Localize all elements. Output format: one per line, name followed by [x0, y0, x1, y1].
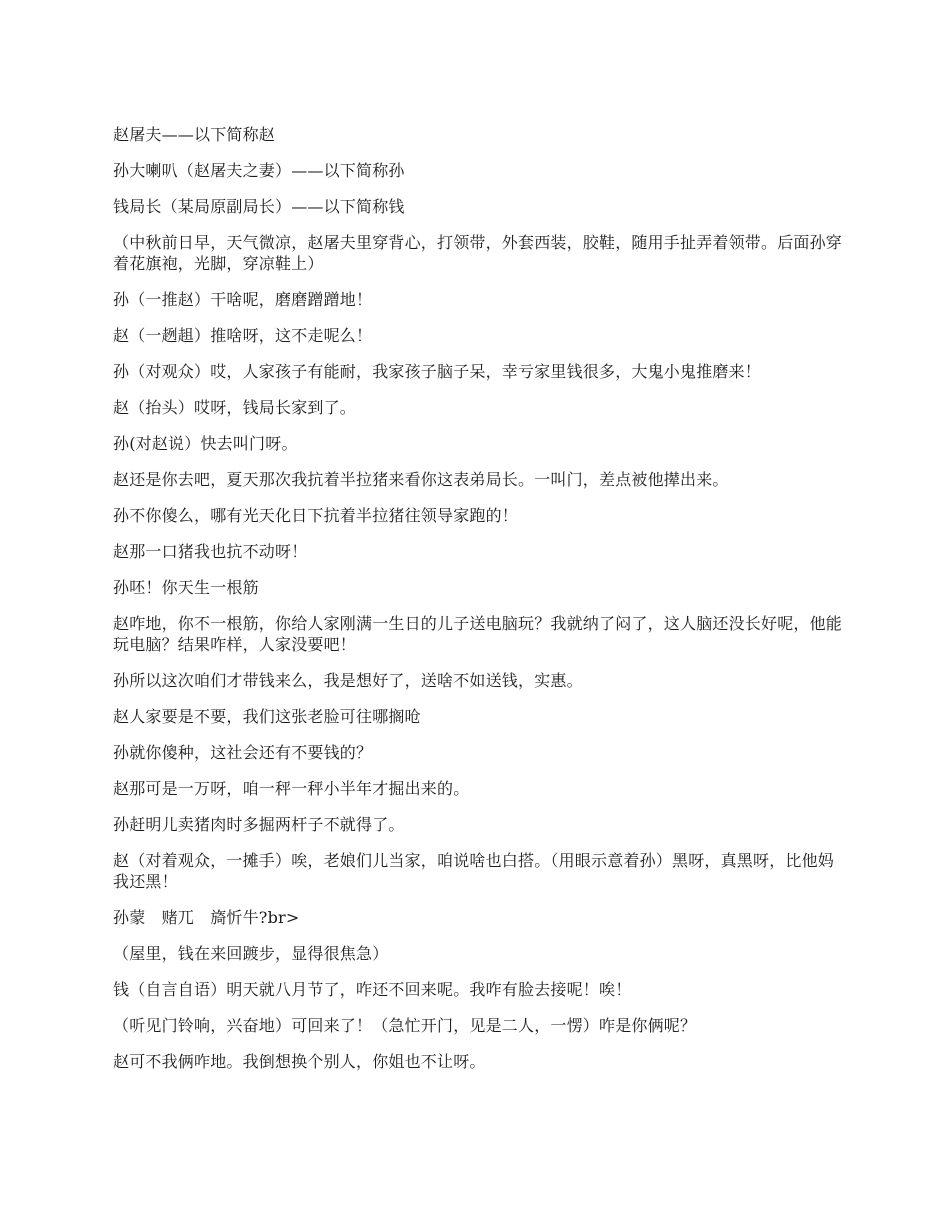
dialogue-line: 孙不你傻么，哪有光天化日下抗着半拉猪往领导家跑的！: [113, 506, 519, 525]
dialogue-line: 赵人家要是不要，我们这张老脸可往哪搁呛: [113, 707, 421, 726]
stage-direction: （中秋前日早，天气微凉，赵屠夫里穿背心，打领带，外套西装，胶鞋，随用手扯弄着领带。后面孙穿着花旗袍，光脚，穿凉鞋上）: [113, 233, 843, 273]
dialogue-line: 孙就你傻种，这社会还有不要钱的？: [113, 743, 373, 762]
dialogue-line: 赵那可是一万呀，咱一秤一秤小半年才掘出来的。: [113, 779, 470, 798]
dialogue-line: 孙（一推赵）干啥呢，磨磨蹭蹭地！: [113, 290, 373, 309]
dialogue-line: 赵咋地，你不一根筋，你给人家刚满一生日的儿子送电脑玩？我就纳了闷了，这人脑还没长好呢，他能玩电脑？结果咋样，人家没要吧！: [113, 614, 843, 654]
dialogue-line: 孙赶明儿卖猪肉时多掘两杆子不就得了。: [113, 815, 405, 834]
script-body: [113, 124, 843, 1087]
dialogue-line: 孙所以这次咱们才带钱来么，我是想好了，送啥不如送钱，实惠。: [113, 671, 583, 690]
cast-line-sun: 孙大喇叭（赵屠夫之妻）——以下简称孙: [113, 161, 405, 180]
dialogue-line: 孙(对赵说）快去叫门呀。: [113, 434, 298, 453]
dialogue-line: 赵那一口猪我也抗不动呀！: [113, 542, 308, 561]
dialogue-line: 孙（对观众）哎，人家孩子有能耐，我家孩子脑子呆，幸亏家里钱很多，大鬼小鬼推磨来！: [113, 362, 762, 381]
dialogue-line: 孙呸！你天生一根筋: [113, 578, 259, 597]
dialogue-line: 孙蒙 赌兀 旖忻牛?br>: [113, 908, 300, 927]
dialogue-line: 赵可不我俩咋地。我倒想换个别人，你姐也不让呀。: [113, 1052, 486, 1071]
stage-direction: （听见门铃响，兴奋地）可回来了！（急忙开门，见是二人，一愣）咋是你俩呢？: [113, 1016, 697, 1035]
dialogue-line: 赵（抬头）哎呀，钱局长家到了。: [113, 398, 357, 417]
dialogue-line: 赵还是你去吧，夏天那次我抗着半拉猪来看你这表弟局长。一叫门，差点被他撵出来。: [113, 470, 729, 489]
cast-line-zhao: 赵屠夫——以下简称赵: [113, 125, 276, 144]
dialogue-line: 钱（自言自语）明天就八月节了，咋还不回来呢。我咋有脸去接呢！唉！: [113, 980, 632, 999]
dialogue-line: 赵（一趔趄）推啥呀，这不走呢么！: [113, 326, 373, 345]
dialogue-line: 赵（对着观众，一摊手）唉，老娘们儿当家，咱说啥也白搭。（用眼示意着孙）黑呀，真黑呀，比他妈我还黑！: [113, 851, 835, 891]
stage-direction: （屋里，钱在来回踱步，显得很焦急）: [113, 944, 389, 963]
cast-line-qian: 钱局长（某局原副局长）——以下简称钱: [113, 197, 405, 216]
